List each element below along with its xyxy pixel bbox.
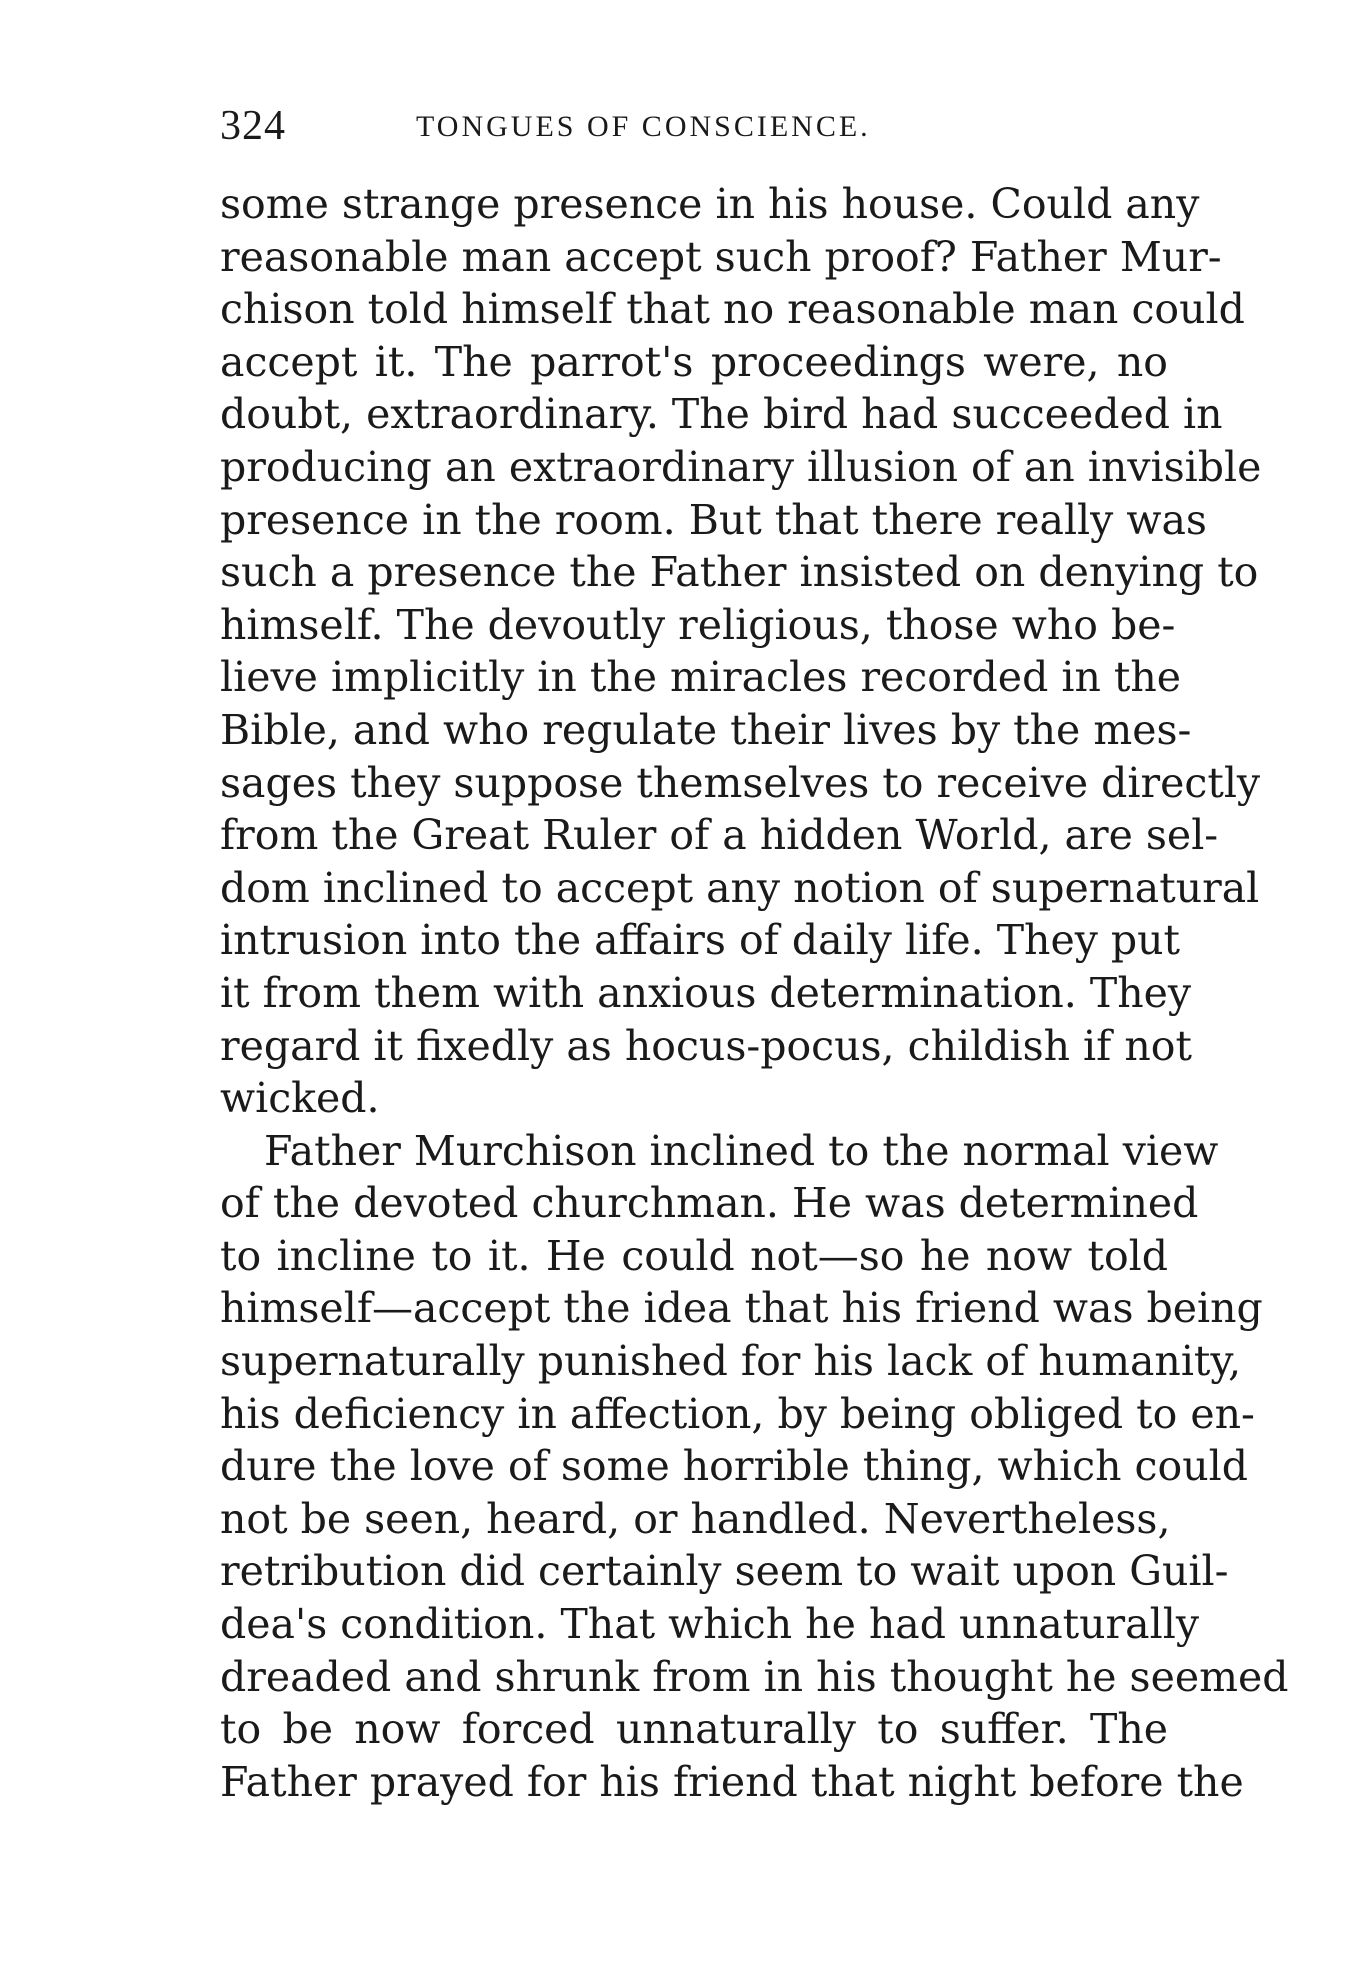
page-header <box>220 102 1180 150</box>
text-line: such a presence the Father insisted on denying to <box>220 548 1259 597</box>
text-line: doubt, extraordinary. The bird had succeeded in <box>220 390 1223 439</box>
text-line-paragraph-start: Father Murchison inclined to the normal view <box>264 1126 1219 1175</box>
text-line: reasonable man accept such proof? Father Mur- <box>220 232 1222 281</box>
text-line: Bible, and who regulate their lives by the mes- <box>220 705 1192 754</box>
text-line: to be now forced unnaturally to suffer. The <box>220 1705 1168 1754</box>
text-line: it from them with anxious determination. They <box>220 968 1192 1017</box>
text-line: retribution did certainly seem to wait upon Guil- <box>220 1547 1229 1596</box>
body-text <box>220 178 1289 1808</box>
text-line: of the devoted churchman. He was determined <box>220 1179 1199 1228</box>
text-line: presence in the room. But that there really was <box>220 495 1207 544</box>
text-line: accept it. The parrot's proceedings were, no <box>220 337 1168 386</box>
text-line: some strange presence in his house. Could any <box>220 180 1200 228</box>
text-line: dreaded and shrunk from in his thought he seemed <box>220 1652 1289 1701</box>
text-line: not be seen, heard, or handled. Nevertheless, <box>220 1494 1171 1543</box>
text-line: from the Great Ruler of a hidden World, are sel- <box>220 811 1219 860</box>
text-line: himself. The devoutly religious, those who be- <box>220 600 1176 649</box>
text-line: to incline to it. He could not—so he now told <box>220 1231 1168 1280</box>
text-line: his deficiency in affection, by being obliged to en- <box>220 1389 1255 1438</box>
text-line: intrusion into the affairs of daily life. They put <box>220 916 1181 965</box>
text-line: himself—accept the idea that his friend was being <box>220 1284 1263 1333</box>
text-line: sages they suppose themselves to receive directly <box>220 758 1261 807</box>
text-line: regard it fixedly as hocus-pocus, childish if not <box>220 1021 1192 1070</box>
text-line-paragraph-end: wicked. <box>220 1074 380 1123</box>
text-line: supernaturally punished for his lack of humanity, <box>220 1337 1242 1386</box>
running-head: TONGUES OF CONSCIENCE. <box>416 110 871 143</box>
text-line: dom inclined to accept any notion of supernatural <box>220 863 1260 912</box>
text-line: chison told himself that no reasonable man could <box>220 285 1245 334</box>
text-line: producing an extraordinary illusion of an invisible <box>220 442 1262 491</box>
text-line: dea's condition. That which he had unnaturally <box>220 1600 1199 1649</box>
text-line: dure the love of some horrible thing, which could <box>220 1442 1248 1491</box>
text-line: lieve implicitly in the miracles recorded in the <box>220 653 1182 702</box>
text-line: Father prayed for his friend that night before the <box>220 1757 1244 1806</box>
page-number: 324 <box>220 103 286 149</box>
